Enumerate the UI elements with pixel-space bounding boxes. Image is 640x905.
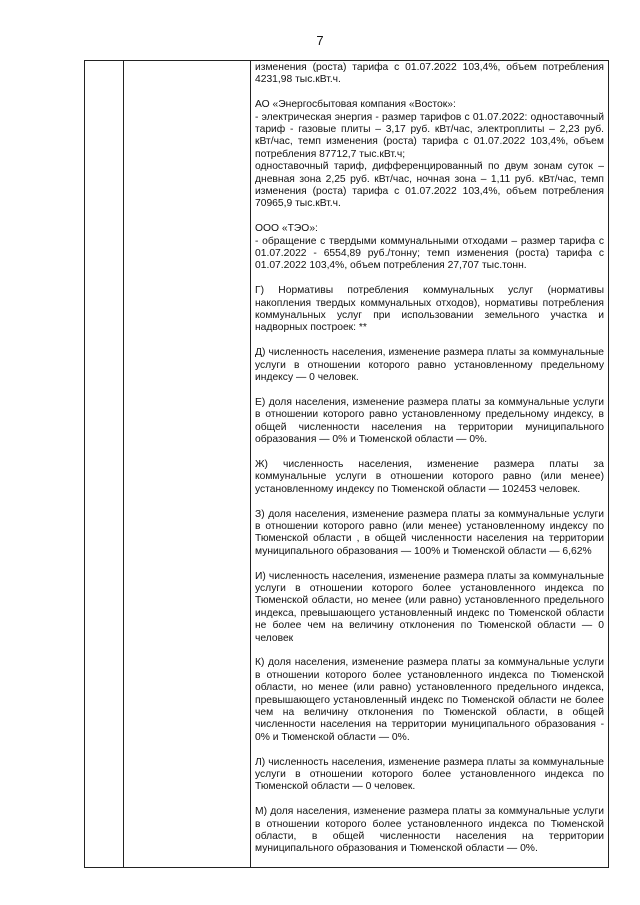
paragraph-d-population: Д) численность населения, изменение размера платы за коммунальные услуги в отношении которого равно установленному предельному индексу — 0 человек. bbox=[255, 347, 604, 384]
paragraph-m-share: М) доля населения, изменение размера платы за коммунальные услуги в отношении которого более установленного индекса по Тюменской области, в общей численности населения на территории муниципального образования и Тюменской области — 0%. bbox=[255, 806, 604, 855]
paragraph-solid-waste: - обращение с твердыми коммунальными отходами – размер тарифа с 01.07.2022 - 6554,89 руб./тонну; темп изменения (роста) тарифа с 01.07.2022 103,4%, объем потребления 27,707 тыс.тонн. bbox=[255, 235, 604, 272]
paragraph-e-share: Е) доля населения, изменение размера платы за коммунальные услуги в отношении которого равно установленному предельному индексу, в общей численности населения на территории муниципального образования — 0% и Тюменской области — 0%. bbox=[255, 396, 604, 446]
paragraph-company-teo: ООО «ТЭО»: bbox=[255, 223, 318, 235]
paragraph-electric-energy: - электрическая энергия - размер тарифов с 01.07.2022: одноставочный тариф - газовые плиты – 3,17 руб. кВт/час, электроплиты – 2,23 руб. кВт/час, темп изменения (роста) тарифа с 01.07.2022 103,4%, объем потребления 87712,7 тыс.кВт.ч; bbox=[255, 111, 604, 160]
paragraph-zh-population: Ж) численность населения, изменение размера платы за коммунальные услуги в отношении которого равно (или менее) установленному индексу по Тюменской области — 102453 человек. bbox=[255, 458, 604, 495]
page-number: 7 bbox=[316, 33, 324, 48]
column-divider bbox=[250, 61, 251, 867]
paragraph-i-population: И) численность населения, изменение размера платы за коммунальные услуги в отношении которого более установленного индекса по Тюменской области, но менее (или равно) установленного предельного индекса, превышающего установленный индекс по Тюменской области не более чем на величину отклонения по Тюменской области — 0 человек bbox=[255, 570, 604, 644]
paragraph-g-norms: Г) Нормативы потребления коммунальных услуг (нормативы накопления твердых коммунальных отходов), нормативы потребления коммунальных услуг при использовании земельного участка и надворных построек: ** bbox=[255, 285, 604, 334]
paragraph-l-population: Л) численность населения, изменение размера платы за коммунальные услуги в отношении которого более установленного индекса по Тюменской области — 0 человек. bbox=[255, 756, 604, 793]
document-table bbox=[84, 60, 609, 868]
column-divider bbox=[123, 61, 124, 867]
paragraph-k-share: К) доля населения, изменение размера платы за коммунальные услуги в отношении которого более установленного индекса по Тюменской области, но менее (или равно) установленного предельного индекса, превышающего установленный индекс по Тюменской области не более чем на величину отклонения по Тюменской области, в общей численности населения на территории муниципального образования - 0% и Тюменской области — 0%. bbox=[255, 657, 604, 743]
paragraph-two-zone-tariff: одноставочный тариф, дифференцированный по двум зонам суток – дневная зона 2,25 руб. кВт/час, ночная зона – 1,11 руб. кВт/час, темп изменения (роста) тарифа с 01.07.2022 103,4%, объем потребления 70965,9 тыс.кВт.ч. bbox=[255, 161, 604, 210]
content-cell bbox=[255, 62, 604, 856]
paragraph-z-share: З) доля населения, изменение размера платы за коммунальные услуги в отношении которого равно (или менее) установленному индексу по Тюменской области , в общей численности населения на территории муниципального образования — 100% и Тюменской области — 6,62% bbox=[255, 508, 604, 557]
paragraph-company-vostok: АО «Энергосбытовая компания «Восток»: bbox=[255, 99, 456, 111]
paragraph-tariff-rate-continuation: изменения (роста) тарифа с 01.07.2022 103,4%, объем потребления 4231,98 тыс.кВт.ч. bbox=[255, 62, 604, 86]
